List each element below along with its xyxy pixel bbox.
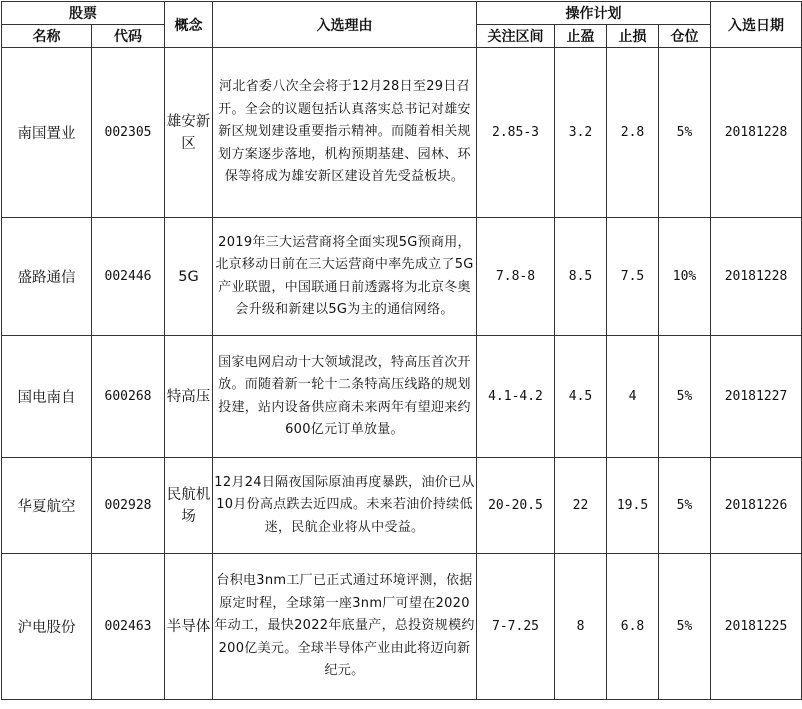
- header-code: 代码: [92, 25, 165, 48]
- stock-take-profit: 8: [555, 554, 607, 700]
- stock-range: 7.8-8: [477, 218, 555, 336]
- stock-reason: 国家电网启动十大领域混改，特高压首次开放。而随着新一轮十二条特高压线路的规划投建，站内设备供应商未来两年有望迎来约600亿元订单放量。: [213, 336, 477, 458]
- table-row: [2, 336, 802, 458]
- stock-position: 5%: [659, 336, 711, 458]
- stock-code: 002305: [92, 48, 165, 218]
- stock-take-profit: 22: [555, 458, 607, 554]
- stock-date: 20181228: [711, 48, 802, 218]
- stock-take-profit: 4.5: [555, 336, 607, 458]
- stock-position: 5%: [659, 554, 711, 700]
- stock-stop-loss: 4: [607, 336, 659, 458]
- stock-take-profit: 3.2: [555, 48, 607, 218]
- stock-concept: 雄安新区: [165, 48, 213, 218]
- stock-code: 600268: [92, 336, 165, 458]
- header-position: 仓位: [659, 25, 711, 48]
- stock-reason: 12月24日隔夜国际原油再度暴跌，油价已从10月份高点跌去近四成。未来若油价持续低迷，民航企业将从中受益。: [213, 458, 477, 554]
- table-row: [2, 458, 802, 554]
- stock-date: 20181225: [711, 554, 802, 700]
- stock-code: 002463: [92, 554, 165, 700]
- header-name: 名称: [2, 25, 92, 48]
- stock-range: 4.1-4.2: [477, 336, 555, 458]
- header-reason: 入选理由: [213, 2, 477, 48]
- table-row: [2, 554, 802, 700]
- stock-concept: 5G: [165, 218, 213, 336]
- header-plan-group: 操作计划: [477, 2, 711, 25]
- stock-concept: 特高压: [165, 336, 213, 458]
- stock-take-profit: 8.5: [555, 218, 607, 336]
- stock-picks-table: [1, 1, 802, 700]
- header-take-profit: 止盈: [555, 25, 607, 48]
- stock-position: 5%: [659, 458, 711, 554]
- stock-range: 7-7.25: [477, 554, 555, 700]
- header-stop-loss: 止损: [607, 25, 659, 48]
- stock-position: 5%: [659, 48, 711, 218]
- header-concept: 概念: [165, 2, 213, 48]
- header-stock-group: 股票: [2, 2, 165, 25]
- stock-name: 华夏航空: [2, 458, 92, 554]
- stock-name: 盛路通信: [2, 218, 92, 336]
- stock-name: 国电南自: [2, 336, 92, 458]
- header-date: 入选日期: [711, 2, 802, 48]
- stock-name: 南国置业: [2, 48, 92, 218]
- stock-position: 10%: [659, 218, 711, 336]
- stock-stop-loss: 7.5: [607, 218, 659, 336]
- stock-range: 2.85-3: [477, 48, 555, 218]
- table-row: [2, 48, 802, 218]
- stock-range: 20-20.5: [477, 458, 555, 554]
- header-range: 关注区间: [477, 25, 555, 48]
- stock-reason: 台积电3nm工厂已正式通过环境评测，依据原定时程，全球第一座3nm厂可望在2020年动工，最快2022年底量产，总投资规模约200亿美元。全球半导体产业由此将迈向新纪元。: [213, 554, 477, 700]
- stock-date: 20181226: [711, 458, 802, 554]
- stock-date: 20181227: [711, 336, 802, 458]
- stock-stop-loss: 19.5: [607, 458, 659, 554]
- stock-concept: 半导体: [165, 554, 213, 700]
- stock-reason: 2019年三大运营商将全面实现5G预商用，北京移动日前在三大运营商中率先成立了5G产业联盟，中国联通日前透露将为北京冬奥会升级和新建以5G为主的通信网络。: [213, 218, 477, 336]
- stock-date: 20181228: [711, 218, 802, 336]
- stock-concept: 民航机场: [165, 458, 213, 554]
- stock-stop-loss: 2.8: [607, 48, 659, 218]
- table-row: [2, 218, 802, 336]
- stock-code: 002446: [92, 218, 165, 336]
- stock-reason: 河北省委八次全会将于12月28日至29日召开。全会的议题包括认真落实总书记对雄安新区规划建设重要指示精神。而随着相关规划方案逐步落地，机构预期基建、园林、环保等将成为雄安新区建设首先受益板块。: [213, 48, 477, 218]
- stock-code: 002928: [92, 458, 165, 554]
- stock-stop-loss: 6.8: [607, 554, 659, 700]
- stock-name: 沪电股份: [2, 554, 92, 700]
